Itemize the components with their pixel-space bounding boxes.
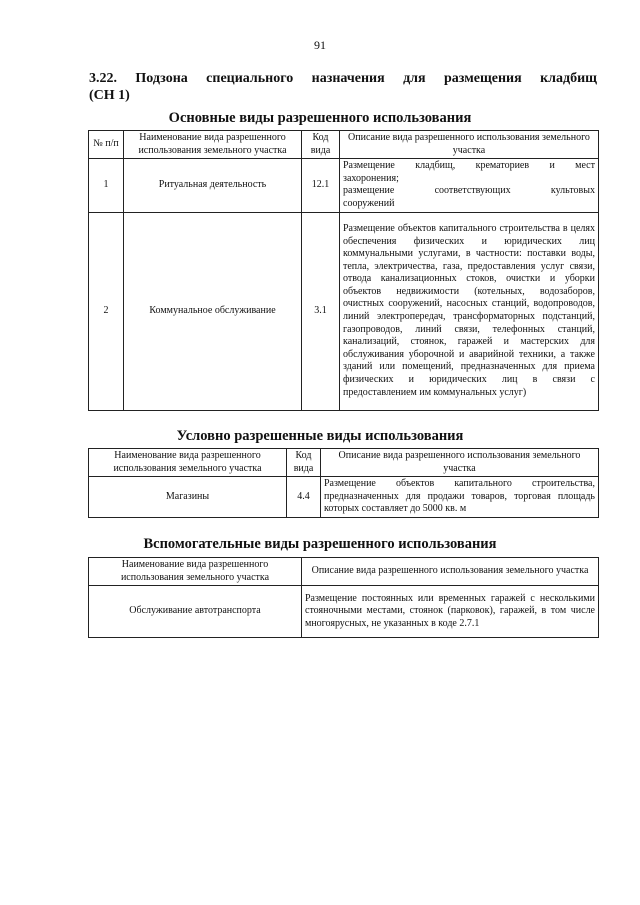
conditional-uses-heading: Условно разрешенные виды использования [176,428,464,444]
conditional-uses-table [88,448,599,518]
desc-line: размещение соответствующих культовых [343,185,595,197]
header-num: № п/п [89,131,124,159]
header-name: Наименование вида разрешенного использования земельного участка [89,558,302,586]
table-header-row [89,449,599,477]
cell-desc: Размещение объектов капитального строительства, предназначенных для продажи товаров, торговая площадь которых составляет до 5000 кв. м [321,477,599,518]
table-header-row [89,558,599,586]
cell-name: Магазины [89,477,287,518]
cell-code: 3.1 [302,212,340,410]
auxiliary-uses-heading: Вспомогательные виды разрешенного использования [143,536,497,552]
header-name: Наименование вида разрешенного использования земельного участка [124,131,302,159]
table-row [89,477,599,518]
main-uses-heading: Основные виды разрешенного использования [168,110,472,126]
page-number: 91 [314,38,326,52]
section-title-continuation: (СН 1) [89,88,130,103]
cell-name: Коммунальное обслуживание [124,212,302,410]
cell-num: 2 [89,212,124,410]
header-code: Код вида [287,449,321,477]
cell-code: 12.1 [302,159,340,212]
header-name: Наименование вида разрешенного использования земельного участка [89,449,287,477]
section-title: 3.22. Подзона специального назначения для размещения кладбищ [89,71,597,86]
desc-line: Размещение кладбищ, крематориев и мест [343,160,595,172]
header-code: Код вида [302,131,340,159]
table-row [89,159,599,212]
header-desc: Описание вида разрешенного использования земельного участка [321,449,599,477]
cell-desc: Размещение объектов капитального строительства в целях обеспечения физических и юридических лиц коммунальными услугами, в частности: поставки воды, тепла, электричества, газа, предоставления услуг связи, отвода канализационных стоков, очистки и уборки объектов недвижимости (котельных, водозаборов, очистных сооружений, насосных станций, водопроводов, линий электропередач, трансформаторных подстанций, газопроводов, линий связи, телефонных станций, канализаций, стоянок, гаражей и мастерских для обслуживания уборочной и аварийной техники, а также зданий или помещений, предназначенных для приема физических и юридических лиц в связи с предоставлением им коммунальных услуг) [340,212,599,410]
cell-desc: Размещение постоянных или временных гаражей с несколькими стояночными местами, стоянок (парковок), гаражей, в том числе многоярусных, не указанных в коде 2.7.1 [302,586,599,638]
desc-line: захоронения; [343,172,399,184]
cell-num: 1 [89,159,124,212]
cell-name: Обслуживание автотранспорта [89,586,302,638]
cell-desc [340,159,599,212]
desc-line: сооружений [343,197,395,209]
header-desc: Описание вида разрешенного использования земельного участка [340,131,599,159]
header-desc: Описание вида разрешенного использования земельного участка [302,558,599,586]
main-uses-table [88,130,599,411]
table-row [89,586,599,638]
cell-name: Ритуальная деятельность [124,159,302,212]
table-header-row [89,131,599,159]
cell-code: 4.4 [287,477,321,518]
table-row [89,212,599,410]
auxiliary-uses-table [88,557,599,638]
